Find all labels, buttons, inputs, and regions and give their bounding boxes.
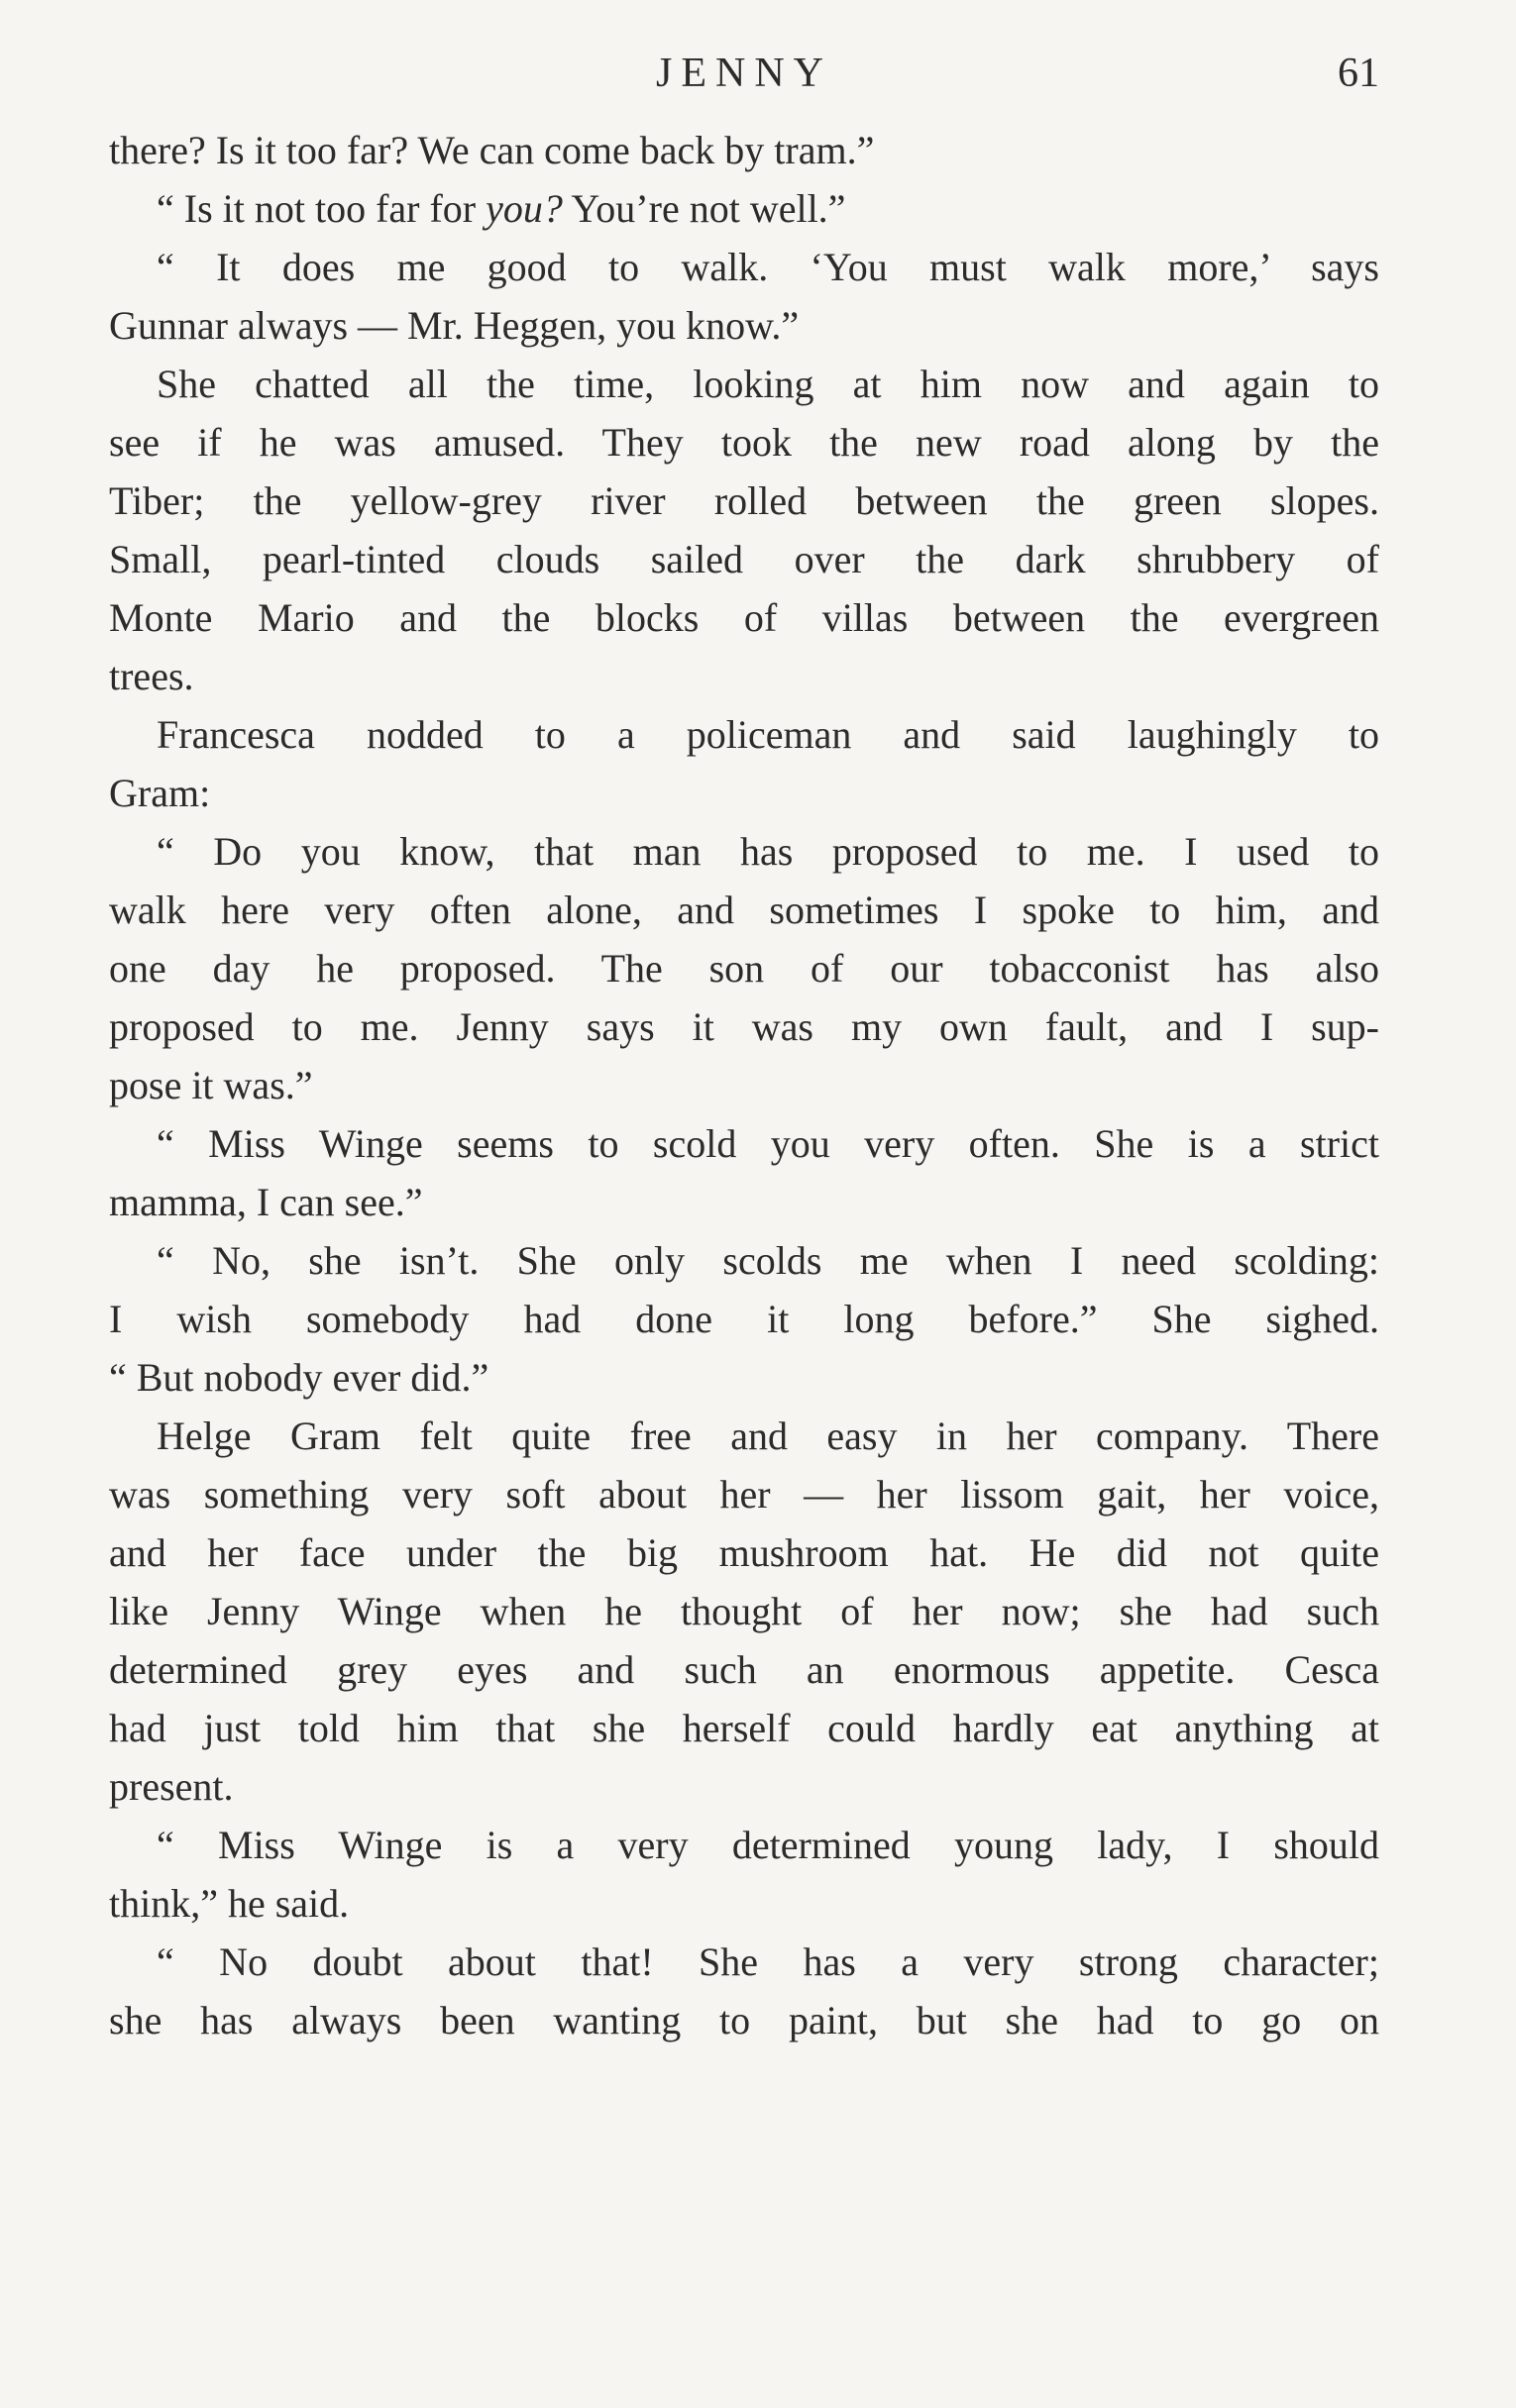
line-text: and her face under the big mushroom hat. He did not quite (109, 1530, 1379, 1575)
line-text: see if he was amused. They took the new road along by the (109, 420, 1379, 465)
line-text: “ Is it not too far for (157, 186, 487, 231)
text-line (109, 530, 1379, 588)
line-text: like Jenny Winge when he thought of her now; she had such (109, 1589, 1379, 1633)
text-line (109, 121, 1379, 179)
line-text: Gunnar always — Mr. Heggen, you know.” (109, 303, 800, 348)
line-text: “ But nobody ever did.” (109, 1355, 489, 1400)
line-text: had just told him that she herself could hardly eat anything at (109, 1706, 1379, 1750)
text-line (109, 1582, 1379, 1640)
text-line (109, 1465, 1379, 1523)
line-text: “ Miss Winge seems to scold you very often. She is a strict (157, 1121, 1379, 1166)
line-text: determined grey eyes and such an enormous appetite. Cesca (109, 1647, 1379, 1692)
line-text: Tiber; the yellow-grey river rolled between the green slopes. (109, 478, 1379, 523)
text-line (109, 1523, 1379, 1582)
line-text: pose it was.” (109, 1063, 313, 1107)
text-line (109, 881, 1379, 939)
line-text: she has always been wanting to paint, but she had to go on (109, 1998, 1379, 2042)
text-line (109, 822, 1379, 881)
text-line (109, 1348, 1379, 1407)
text-line (109, 296, 1379, 355)
line-text: She chatted all the time, looking at him now and again to (157, 362, 1379, 406)
page-number: 61 (1338, 51, 1379, 96)
line-text: present. (109, 1764, 234, 1809)
line-text: Francesca nodded to a policeman and said laughingly to (157, 712, 1379, 757)
line-text: “ No, she isn’t. She only scolds me when I need scolding: (157, 1238, 1379, 1283)
text-line (109, 1114, 1379, 1173)
text-line (109, 1757, 1379, 1816)
line-emphasis: you? (486, 186, 563, 231)
text-line (109, 647, 1379, 705)
running-head (109, 44, 1379, 103)
text-line (109, 413, 1379, 471)
text-line (109, 1699, 1379, 1757)
line-text: Helge Gram felt quite free and easy in her company. There (157, 1413, 1379, 1458)
line-text: mamma, I can see.” (109, 1180, 423, 1224)
line-text: there? Is it too far? We can come back by tram.” (109, 128, 875, 172)
text-line (109, 179, 1379, 238)
line-text: Gram: (109, 771, 211, 815)
text-line (109, 355, 1379, 413)
line-text: one day he proposed. The son of our tobacconist has also (109, 946, 1379, 991)
text-line (109, 764, 1379, 822)
line-text: think,” he said. (109, 1881, 350, 1926)
line-text-after: You’re not well.” (562, 186, 846, 231)
text-line (109, 1173, 1379, 1231)
text-line (109, 588, 1379, 647)
text-line (109, 238, 1379, 296)
text-line (109, 1290, 1379, 1348)
text-line (109, 1640, 1379, 1699)
text-line (109, 1991, 1379, 2049)
line-text: was something very soft about her — her lissom gait, her voice, (109, 1472, 1379, 1517)
text-line (109, 939, 1379, 997)
line-text: Monte Mario and the blocks of villas between the evergreen (109, 595, 1379, 640)
body-text (109, 121, 1379, 2049)
text-line (109, 1407, 1379, 1465)
line-text: “ No doubt about that! She has a very strong character; (157, 1939, 1379, 1984)
text-line (109, 1933, 1379, 1991)
text-line (109, 997, 1379, 1056)
line-text: “ Do you know, that man has proposed to me. I used to (157, 829, 1379, 874)
text-line (109, 471, 1379, 530)
line-text: “ Miss Winge is a very determined young lady, I should (157, 1823, 1379, 1867)
text-line (109, 1816, 1379, 1874)
text-line (109, 1056, 1379, 1114)
line-text: “ It does me good to walk. ‘You must walk more,’ says (157, 245, 1379, 289)
text-line (109, 1874, 1379, 1933)
line-text: trees. (109, 654, 194, 698)
line-text: walk here very often alone, and sometimes I spoke to him, and (109, 888, 1379, 932)
text-line (109, 1231, 1379, 1290)
line-text: Small, pearl-tinted clouds sailed over the dark shrubbery of (109, 537, 1379, 581)
text-line (109, 705, 1379, 764)
running-title: JENNY (656, 51, 832, 96)
line-text: proposed to me. Jenny says it was my own fault, and I sup- (109, 1004, 1379, 1049)
line-text: I wish somebody had done it long before.” She sighed. (109, 1297, 1379, 1341)
